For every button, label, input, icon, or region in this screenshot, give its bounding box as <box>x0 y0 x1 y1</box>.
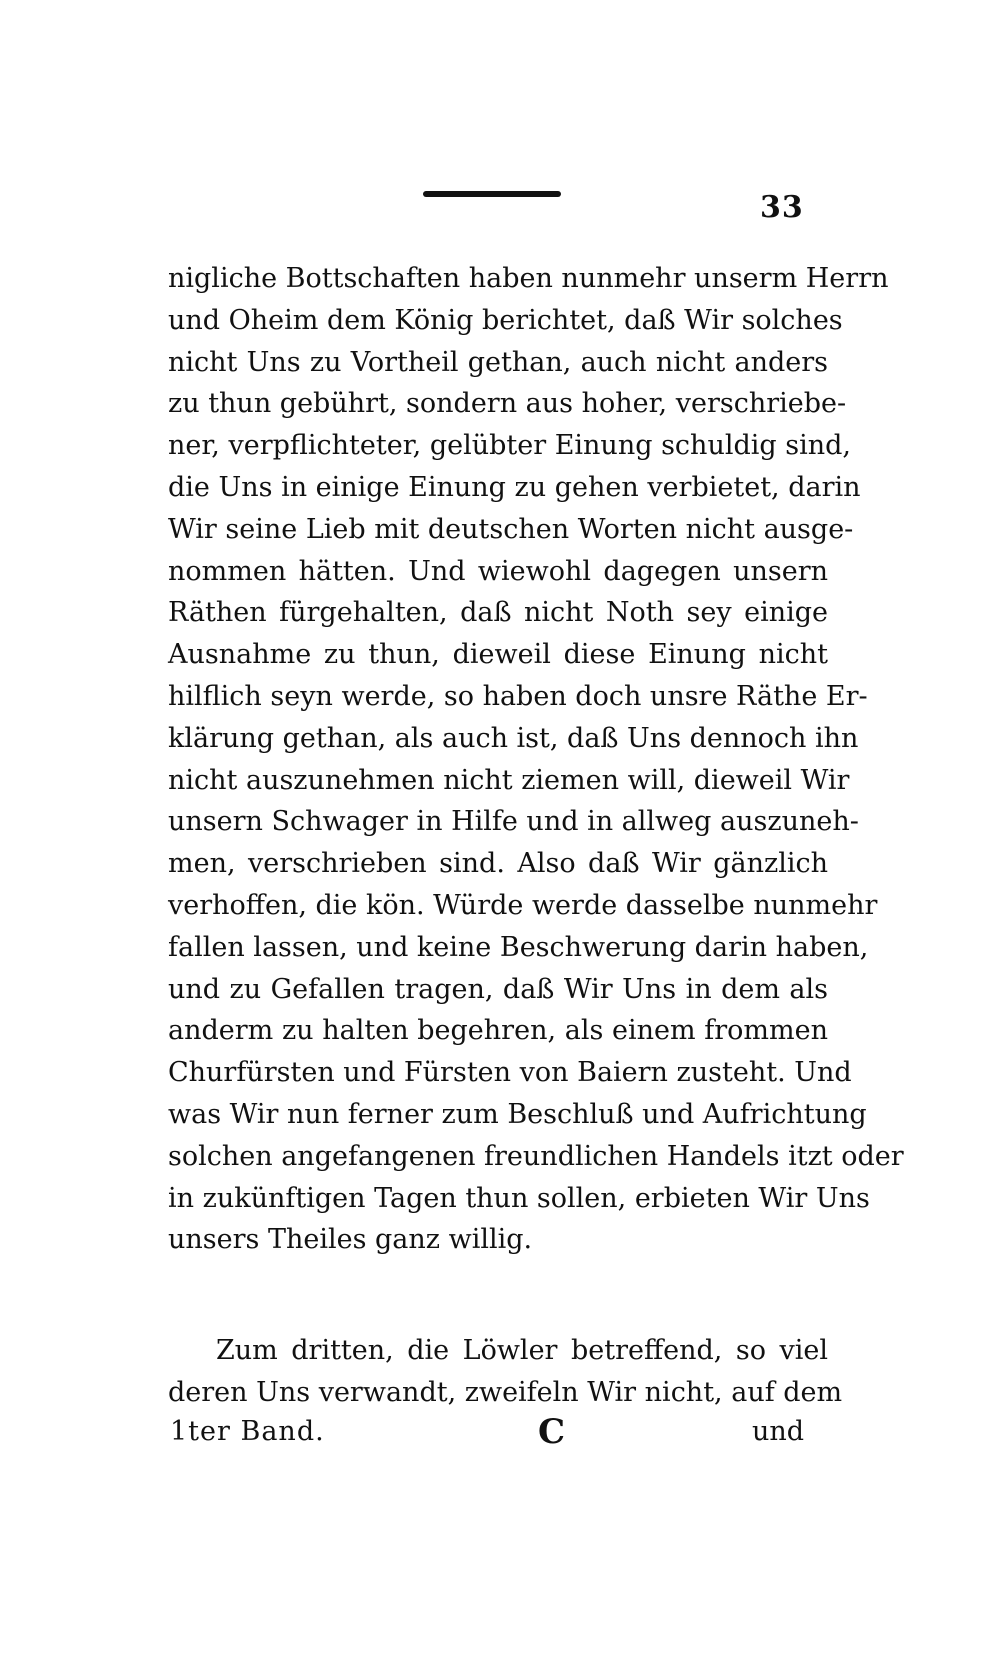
paragraph-2 <box>168 1330 843 1414</box>
text-line: hilflich seyn werde, so haben doch unsre Räthe Er- <box>168 680 868 712</box>
text-line: unsern Schwager in Hilfe und in allweg auszuneh- <box>168 806 859 838</box>
text-line: nicht Uns zu Vortheil gethan, auch nicht anders <box>168 346 828 378</box>
text-line: Wir seine Lieb mit deutschen Worten nicht ausge- <box>168 513 854 545</box>
text-line: zu thun gebührt, sondern aus hoher, verschriebe- <box>168 388 847 420</box>
text-line: Zum dritten, die Löwler betreffend, so viel <box>216 1335 828 1366</box>
text-line: Räthen fürgehalten, daß nicht Noth sey einige <box>168 597 828 629</box>
text-line: die Uns in einige Einung zu gehen verbietet, darin <box>168 471 861 503</box>
text-line: und zu Gefallen tragen, daß Wir Uns in dem als <box>168 973 828 1005</box>
text-line: klärung gethan, als auch ist, daß Uns dennoch ihn <box>168 722 859 754</box>
text-line: fallen lassen, und keine Beschwerung darin haben, <box>168 931 869 963</box>
paragraph-1 <box>168 258 904 1261</box>
header-rule <box>423 191 561 197</box>
text-line: Churfürsten und Fürsten von Baiern zusteht. Und <box>168 1057 852 1089</box>
text-line: deren Uns verwandt, zweifeln Wir nicht, auf dem <box>168 1376 843 1408</box>
text-line: anderm zu halten begehren, als einem frommen <box>168 1015 828 1047</box>
text-line: solchen angefangenen freundlichen Handels itzt oder <box>168 1140 904 1172</box>
text-line: ner, verpflichteter, gelübter Einung schuldig sind, <box>168 430 852 462</box>
text-line: und Oheim dem König berichtet, daß Wir solches <box>168 304 843 336</box>
signature-letter: C <box>538 1412 566 1452</box>
text-line: verhoffen, die kön. Würde werde dasselbe nunmehr <box>168 889 878 921</box>
text-line: nicht auszunehmen nicht ziemen will, dieweil Wir <box>168 764 850 796</box>
text-line: was Wir nun ferner zum Beschluß und Aufrichtung <box>168 1098 867 1130</box>
page-number: 33 <box>760 190 804 225</box>
text-line: nigliche Bottschaften haben nunmehr unserm Herrn <box>168 263 889 294</box>
text-line: Ausnahme zu thun, dieweil diese Einung nicht <box>168 639 828 671</box>
catchword: und <box>751 1416 804 1447</box>
page-footer <box>168 1412 828 1456</box>
text-line: men, verschrieben sind. Also daß Wir gänzlich <box>168 848 828 880</box>
text-line: nommen hätten. Und wiewohl dagegen unsern <box>168 555 828 587</box>
text-line: unsers Theiles ganz willig. <box>168 1224 533 1256</box>
text-line: in zukünftigen Tagen thun sollen, erbieten Wir Uns <box>168 1182 870 1214</box>
signature-mark: 1ter Band. <box>170 1416 325 1447</box>
